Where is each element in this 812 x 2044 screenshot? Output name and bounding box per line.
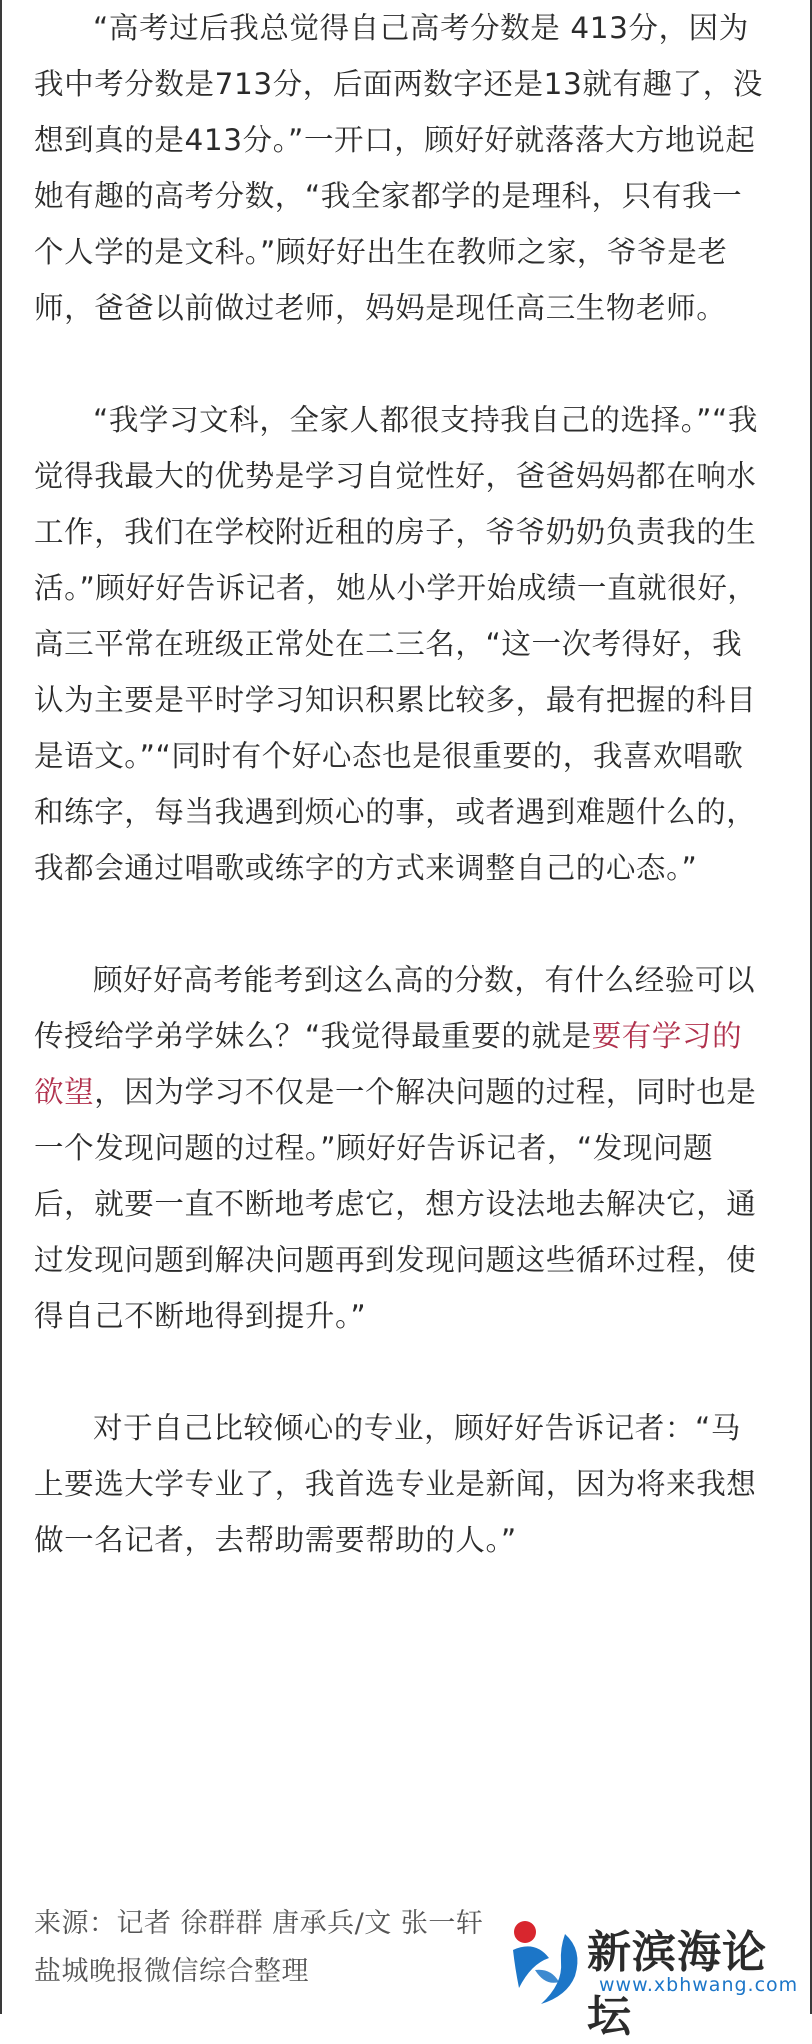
paragraph-1: “高考过后我总觉得自己高考分数是 413分，因为我中考分数是713分，后面两数字还是13就有趣了，没想到真的是413分。”一开口，顾好好就落落大方地说起她有趣的高考分数，“我全家都学的是理科，只有我一个人学的是文科。”顾好好出生在教师之家，爷爷是老师，爸爸以前做过老师，妈妈是现任高三生物老师。 [34,11,763,325]
paragraph-4: 对于自己比较倾心的专业，顾好好告诉记者：“马上要选大学专业了，我首选专业是新闻，因为将来我想做一名记者，去帮助需要帮助的人。” [34,1411,757,1557]
source-line-2: 盐城晚报微信综合整理 [34,1956,309,1987]
watermark-url: www.xbhwang.com [599,1974,799,1996]
paragraph-3-text-a: 顾好好高考能考到这么高的分数，有什么经验可以传授给学弟学妹么？“我觉得最重要的就是 [34,963,756,1053]
watermark-name: 新滨海论坛 [587,1927,767,2042]
forum-logo-icon [505,1910,595,2008]
watermark-logo [505,1910,805,2042]
paragraph-3-highlight: 要有学习的欲望 [34,1019,743,1109]
paragraph-2: “我学习文科，全家人都很支持我自己的选择。”“我觉得我最大的优势是学习自觉性好，爸爸妈妈都在响水工作，我们在学校附近租的房子，爷爷奶奶负责我的生活。”顾好好告诉记者，她从小学开始成绩一直就很好，高三平常在班级正常处在二三名，“这一次考得好，我认为主要是平时学习知识积累比较多，最有把握的科目是语文。”“同时有个好心态也是很重要的，我喜欢唱歌和练字，每当我遇到烦心的事，或者遇到难题什么的，我都会通过唱歌或练字的方式来调整自己的心态。” [34,403,758,885]
source-credit [34,1900,483,1996]
paragraph-3 [34,952,768,1344]
paragraph-3-text-b: ，因为学习不仅是一个解决问题的过程，同时也是一个发现问题的过程。”顾好好告诉记者，“发现问题后，就要一直不断地考虑它，想方设法地去解决它，通过发现问题到解决问题再到发现问题这些循环过程，使得自己不断地得到提升。” [34,1075,757,1333]
source-line-1: 来源：记者 徐群群 唐承兵/文 张一轩 [34,1908,484,1939]
